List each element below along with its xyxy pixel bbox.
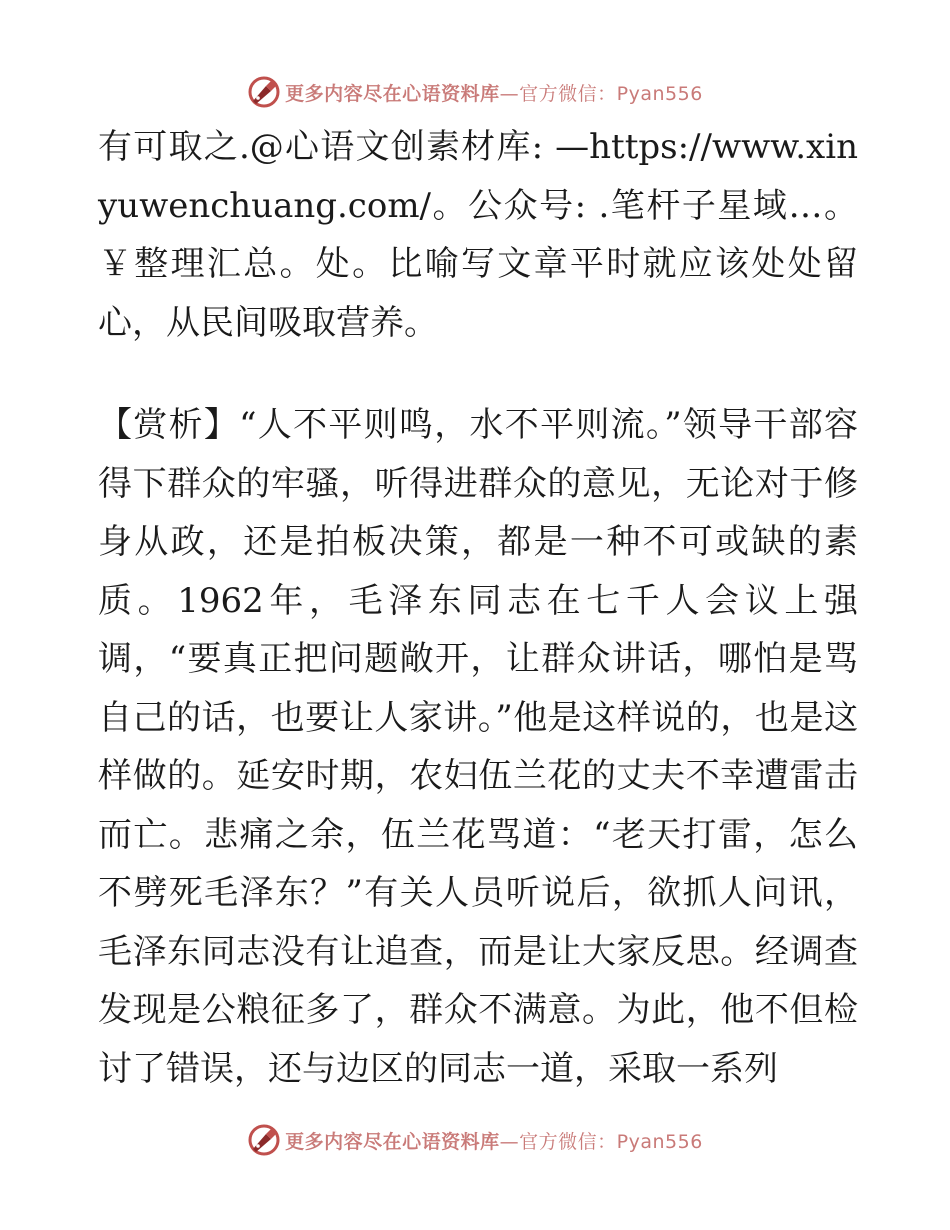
paragraph-2: 【赏析】“人不平则鸣，水不平则流。”领导干部容得下群众的牢骚，听得进群众的意见，无论对于修身从政，还是拍板决策，都是一种不可或缺的素质。1962年，毛泽东同志在七千人会议上强调，“要真正把问题敞开，让群众讲话，哪怕是骂自己的话，也要让人家讲。”他是这样说的，也是这样做的。延安时期，农妇伍兰花的丈夫不幸遭雷击而亡。悲痛之余，伍兰花骂道：“老天打雷，怎么不劈死毛泽东？”有关人员听说后，欲抓人问讯，毛泽东同志没有让追查，而是让大家反思。经调查发现是公粮征多了，群众不满意。为此，他不但检讨了错误，还与边区的同志一道，采取一系列 xyxy=(98,405,858,1089)
footer-banner-text xyxy=(285,1127,703,1154)
footer-banner-content xyxy=(247,1123,703,1157)
paragraph-1: 有可取之.@心语文创素材库: —https://www.xinyuwenchuang.com/。公众号: .笔杆子星域…。￥整理汇总。处。比喻写文章平时就应该处处留心，从民间吸取营养。 xyxy=(98,127,858,343)
footer-banner-sub-text: —官方微信：Pyan556 xyxy=(499,1130,703,1153)
pen-nib-logo-icon xyxy=(247,1123,281,1157)
header-banner-main-text: 更多内容尽在心语资料库 xyxy=(285,82,500,105)
pen-nib-logo-icon xyxy=(247,75,281,109)
footer-banner-main-text: 更多内容尽在心语资料库 xyxy=(285,1130,500,1153)
header-banner-sub-text: —官方微信：Pyan556 xyxy=(499,82,703,105)
header-banner-content xyxy=(247,75,703,109)
header-banner-text xyxy=(285,79,703,106)
footer-banner xyxy=(0,1120,950,1160)
document-body xyxy=(98,118,858,1098)
header-banner xyxy=(0,72,950,112)
